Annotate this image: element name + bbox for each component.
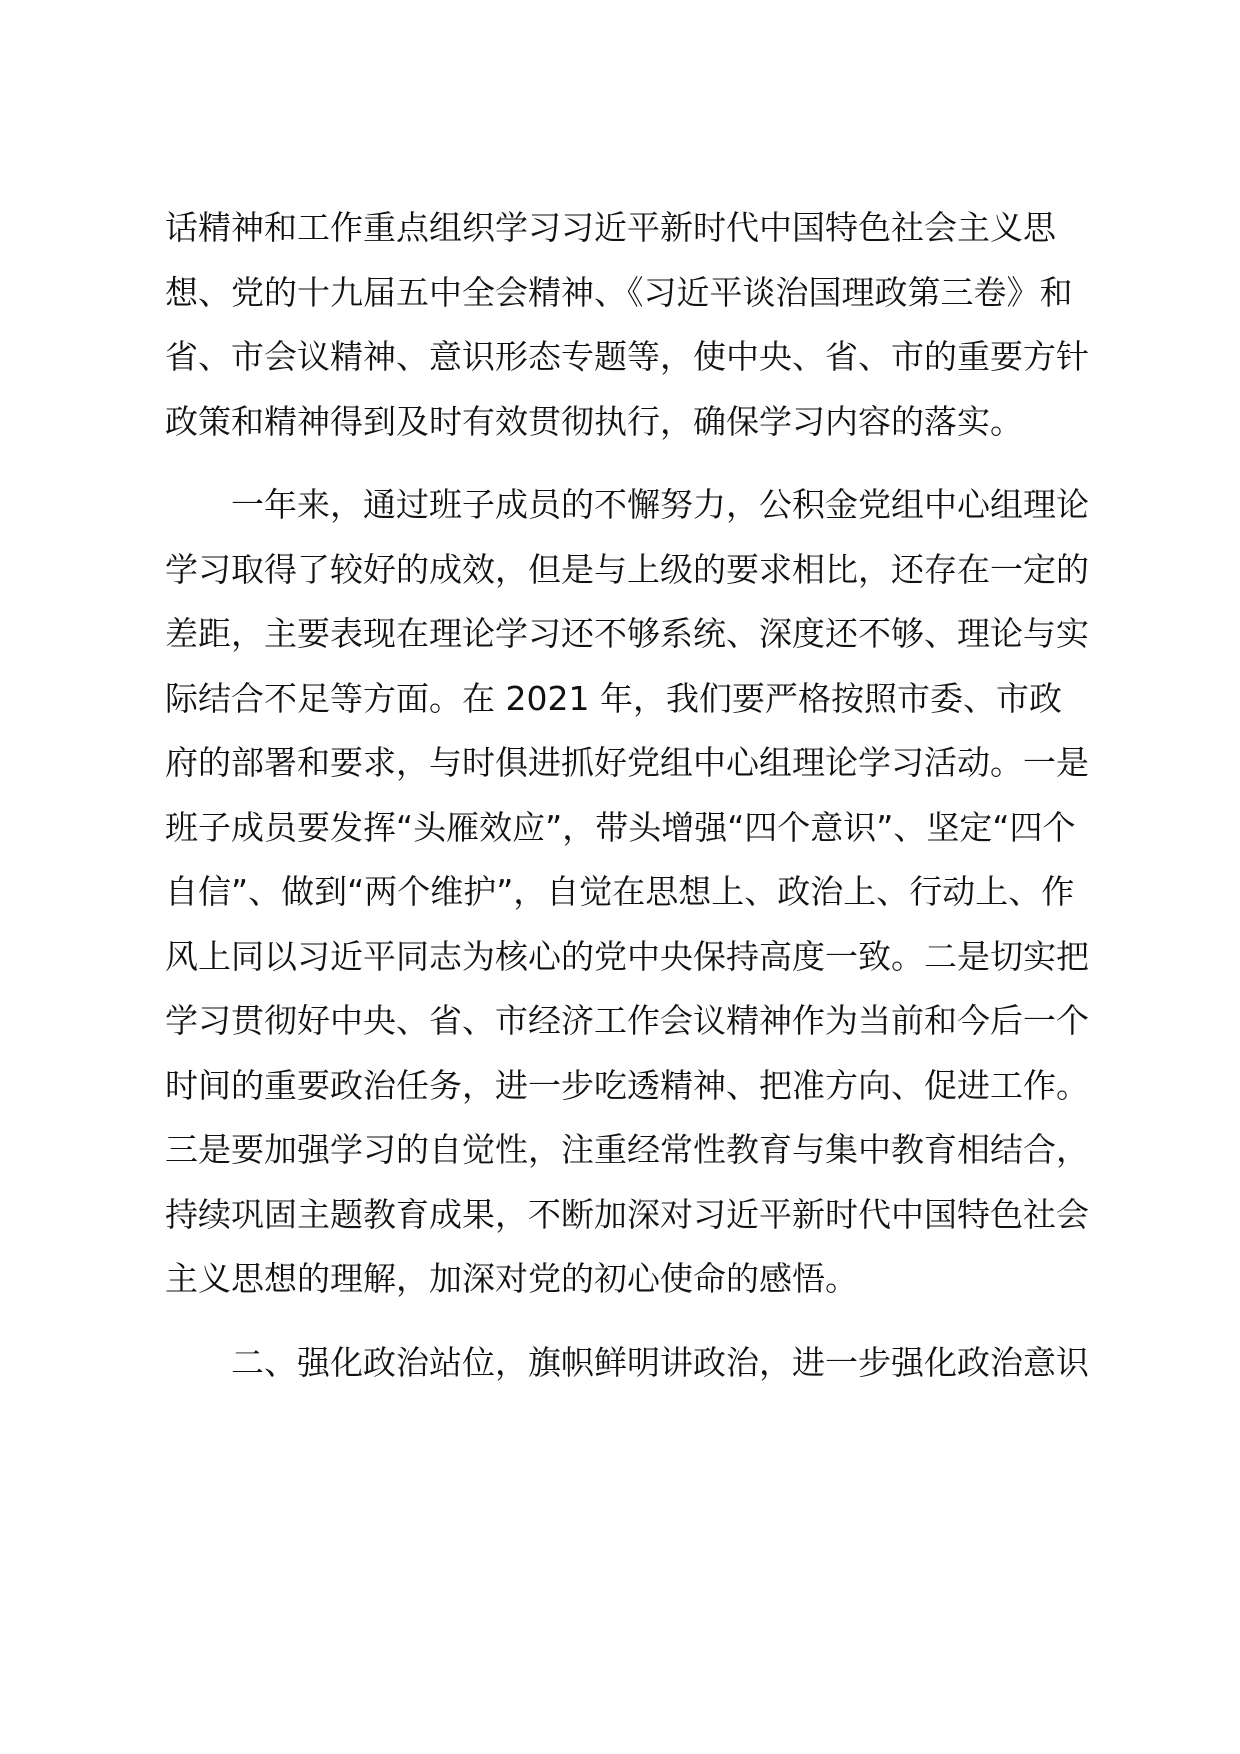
- section-heading-political-stance: 二、强化政治站位，旗帜鲜明讲政治，进一步强化政治意识: [231, 1342, 1089, 1382]
- paragraph-continuation: 话精神和工作重点组织学习习近平新时代中国特色社会主义思想、党的十九届五中全会精神、《习近平谈治国理政第三卷》和省、市会议精神、意识形态专题等，使中央、省、市的重要方针政策和精神得到及时有效贯彻执行，确保学习内容的落实。: [165, 208, 1089, 441]
- document-body: [165, 196, 1090, 1395]
- paragraph-annual-summary: 一年来，通过班子成员的不懈努力，公积金党组中心组理论学习取得了较好的成效，但是与上级的要求相比，还存在一定的差距，主要表现在理论学习还不够系统、深度还不够、理论与实际结合不足等方面。在 2021 年，我们要严格按照市委、市政府的部署和要求，与时俱进抓好党组中心组理论学习活动。一是班子成员要发挥“头雁效应”，带头增强“四个意识”、坚定“四个自信”、做到“两个维护”，自觉在思想上、政治上、行动上、作风上同以习近平同志为核心的党中央保持高度一致。二是切实把学习贯彻好中央、省、市经济工作会议精神作为当前和今后一个时间的重要政治任务，进一步吃透精神、把准方向、促进工作。三是要加强学习的自觉性，注重经常性教育与集中教育相结合，持续巩固主题教育成果，不断加深对习近平新时代中国特色社会主义思想的理解，加深对党的初心使命的感悟。: [165, 485, 1089, 1298]
